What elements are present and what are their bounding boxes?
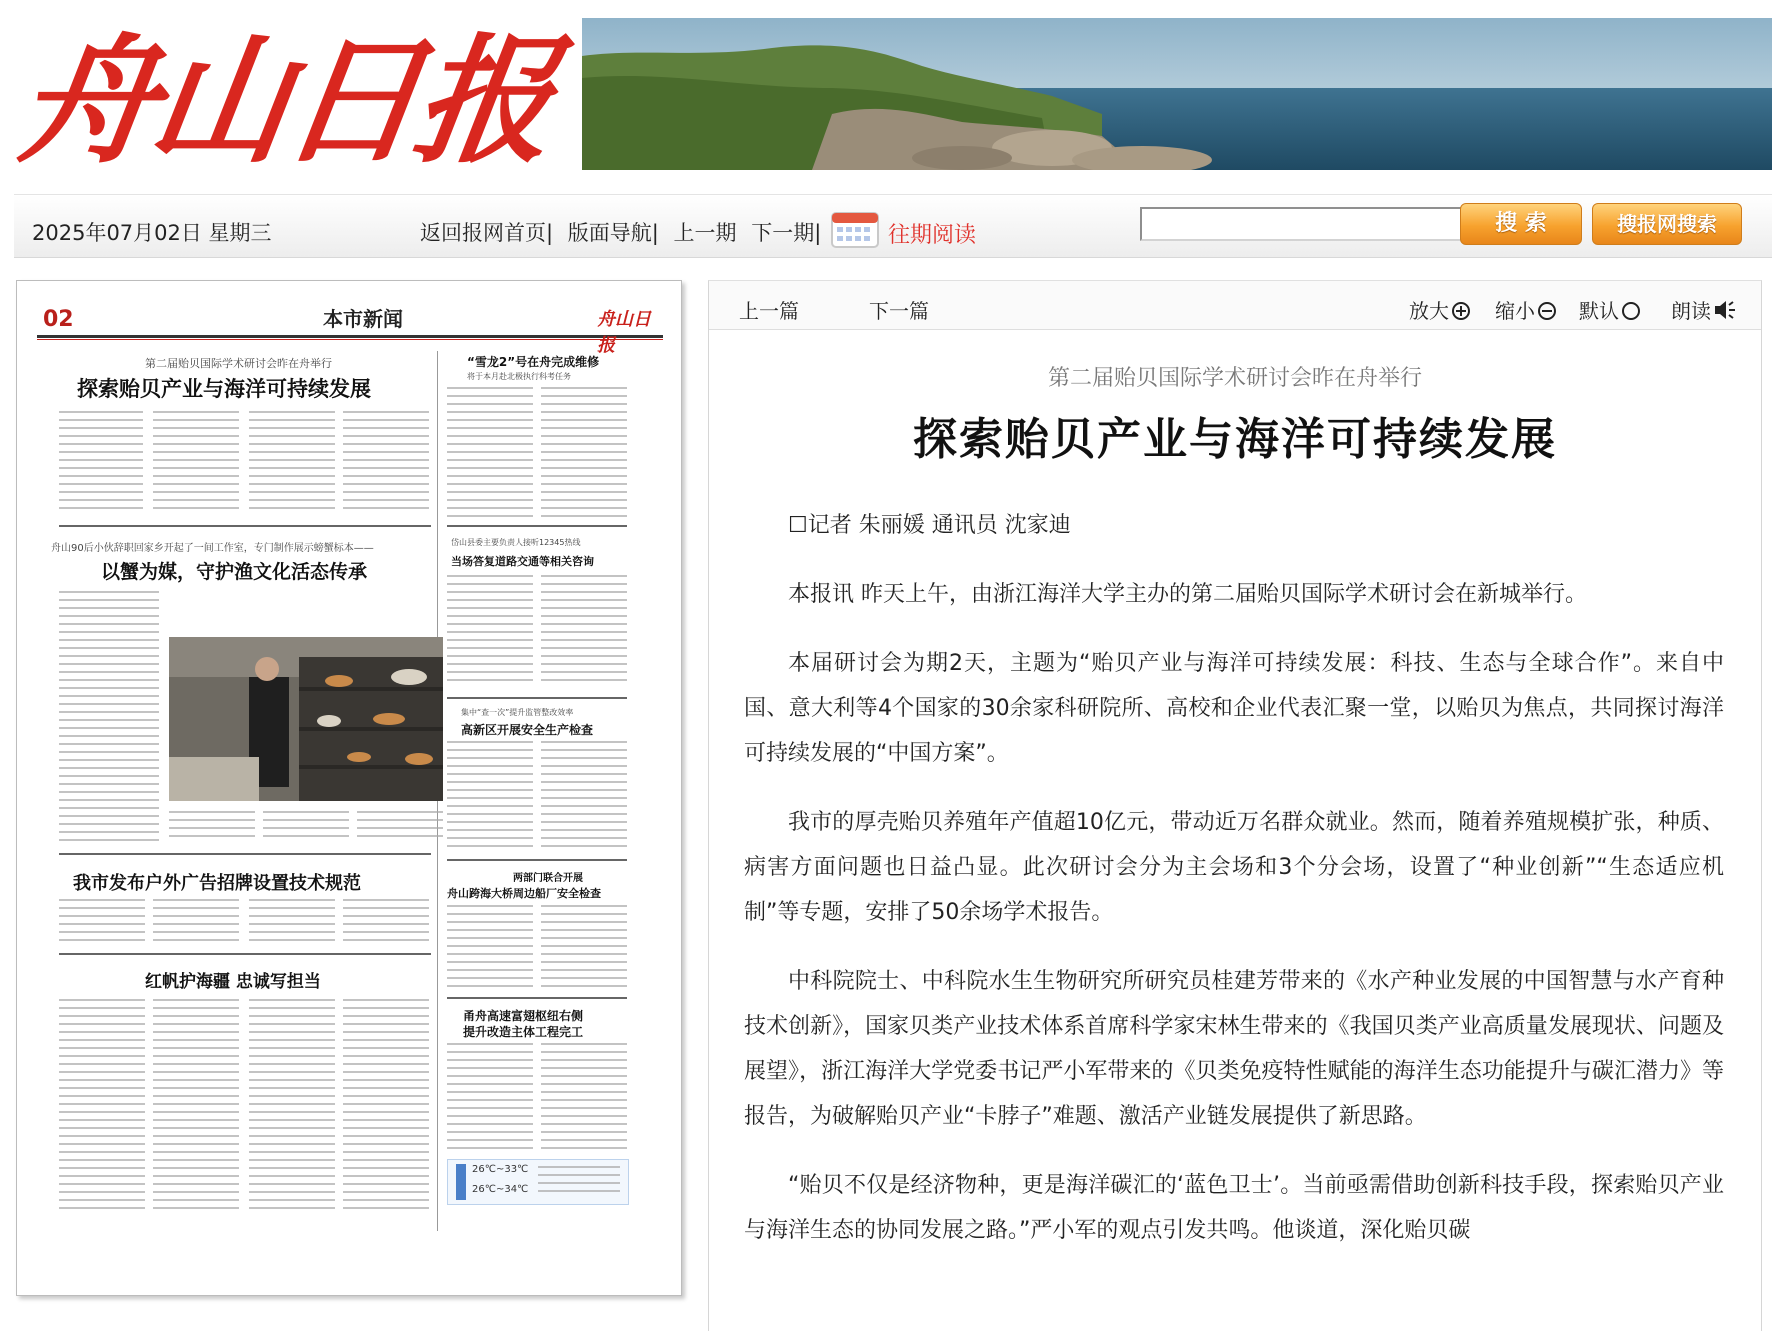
text-column: [343, 411, 429, 515]
article-paragraph: 我市的厚壳贻贝养殖年产值超10亿元，带动近万名群众就业。然而，随着养殖规模扩张，种质、病害方面问题也日益凸显。此次研讨会分为主会场和3个分会场，设置了“种业创新”“生态适应机制”等专题，安排了50余场学术报告。: [744, 810, 1724, 925]
text-column: [153, 999, 239, 1209]
zoom-in-label: 放大: [1409, 299, 1449, 323]
side-story-5-title-line2[interactable]: 提升改造主体工程完工: [463, 1025, 584, 1039]
side-story-1-title[interactable]: “雪龙2”号在舟完成维修: [467, 355, 600, 369]
logo-text: 舟山日报: [8, 19, 560, 182]
text-column: [249, 999, 335, 1209]
page-section-title: 本市新闻: [315, 303, 411, 332]
home-link[interactable]: 返回报网首页|: [420, 221, 554, 245]
text-column: [169, 811, 255, 843]
next-article-link[interactable]: 下一篇: [869, 299, 929, 323]
side-story-4-subtitle: 两部门联合开展: [513, 873, 583, 884]
text-column: [249, 899, 335, 943]
page-layout: [37, 291, 663, 1287]
side-story-5-title[interactable]: 甬舟高速富翅枢纽右侧: [463, 1009, 584, 1023]
story-2-subtitle: 舟山90后小伙辞职回家乡开起了一间工作室，专门制作展示螃蟹标本——: [51, 543, 374, 554]
weather-text: [538, 1166, 620, 1196]
plus-circle-icon: [1451, 301, 1471, 326]
text-column: [447, 575, 533, 687]
page-number: 02: [43, 307, 74, 332]
text-column: [541, 741, 627, 851]
zoom-in-button[interactable]: [1409, 295, 1471, 326]
minus-circle-icon: [1537, 301, 1557, 326]
read-aloud-button[interactable]: [1671, 295, 1737, 326]
default-size-label: 默认: [1579, 299, 1619, 323]
archive-link[interactable]: 往期阅读: [888, 223, 977, 248]
issue-date: 2025年07月02日 星期三: [32, 221, 272, 245]
lead-story-subtitle: 第二届贻贝国际学术研讨会昨在舟举行: [145, 357, 332, 370]
speaker-icon: [1713, 299, 1737, 326]
toolbar: [14, 194, 1772, 258]
side-story-3-subtitle: 集中“查一次”提升监管整改效率: [461, 708, 574, 717]
zoom-out-label: 缩小: [1495, 299, 1535, 323]
story-divider: [447, 997, 627, 999]
story-divider: [447, 525, 627, 527]
text-column: [357, 811, 443, 843]
newspaper-logo[interactable]: [8, 16, 574, 182]
weather-box: [447, 1159, 629, 1205]
article-paragraph: 本届研讨会为期2天，主题为“贻贝产业与海洋可持续发展：科技、生态与全球合作”。来自中国、意大利等4个国家的30余家科研院所、高校和企业代表汇聚一堂，以贻贝为焦点，共同探讨海洋可持续发展的“中国方案”。: [744, 651, 1724, 766]
section-nav-link[interactable]: 版面导航|: [567, 221, 659, 245]
article-paragraph: 本报讯 昨天上午，由浙江海洋大学主办的第二届贻贝国际学术研讨会在新城举行。: [788, 582, 1587, 607]
article-byline: ☐记者 朱丽媛 通讯员 沈家迪: [788, 513, 1071, 538]
page-paper-logo: 舟山日报: [597, 309, 651, 356]
story-2-photo[interactable]: [169, 637, 443, 801]
side-story-3-title[interactable]: 高新区开展安全生产检查: [461, 723, 594, 737]
side-story-2-subtitle: 岱山县委主要负责人接听12345热线: [451, 538, 581, 547]
text-column: [153, 899, 239, 943]
text-column: [447, 387, 533, 517]
text-column: [59, 591, 159, 843]
text-column: [541, 905, 627, 989]
text-column: [153, 411, 239, 515]
article-title: 探索贻贝产业与海洋可持续发展: [913, 414, 1557, 465]
text-column: [447, 905, 533, 989]
weather-tomorrow: 26℃~34℃: [472, 1184, 529, 1195]
text-column: [541, 387, 627, 517]
story-divider: [59, 953, 431, 955]
default-size-button[interactable]: [1579, 295, 1641, 326]
article-paragraph: 中科院院士、中科院水生生物研究所研究员桂建芳带来的《水产种业发展的中国智慧与水产育种技术创新》，国家贝类产业技术体系首席科学家宋林生带来的《我国贝类产业高质量发展现状、问题及展望》，浙江海洋大学党委书记严小军带来的《贝类免疫特性赋能的海洋生态功能提升与碳汇潜力》等报告，为破解贻贝产业“卡脖子”难题、激活产业链发展提供了新思路。: [744, 969, 1724, 1129]
story-4-title[interactable]: 红帆护海疆 忠诚写担当: [145, 972, 321, 992]
article-panel: [708, 280, 1762, 1331]
text-column: [541, 575, 627, 687]
search-button[interactable]: 搜 索: [1460, 203, 1582, 245]
story-3-title[interactable]: 我市发布户外广告招牌设置技术规范: [73, 873, 361, 894]
prev-article-link[interactable]: 上一篇: [739, 299, 799, 323]
side-story-4-title[interactable]: 舟山跨海大桥周边船厂安全检查: [447, 887, 601, 900]
next-issue-link[interactable]: 下一期|: [751, 221, 822, 245]
story-divider: [447, 697, 627, 699]
text-column: [447, 1043, 533, 1151]
text-column: [447, 741, 533, 851]
text-column: [343, 999, 429, 1209]
side-story-1-subtitle: 将于本月赴北极执行科考任务: [467, 372, 571, 381]
text-column: [541, 1043, 627, 1151]
side-story-2-title[interactable]: 当场答复道路交通等相关咨询: [451, 555, 594, 568]
weather-label-bar: [456, 1164, 466, 1200]
text-column: [343, 899, 429, 943]
weather-today: 26℃~33℃: [472, 1164, 529, 1175]
search-input[interactable]: [1140, 207, 1462, 241]
page-header-red-rule: [37, 339, 663, 340]
read-aloud-label: 朗读: [1671, 299, 1711, 323]
article-subtitle: 第二届贻贝国际学术研讨会昨在舟举行: [1047, 366, 1422, 391]
article-toolbar: [709, 281, 1761, 330]
story-divider: [447, 859, 627, 861]
page-header-rule: [37, 335, 663, 338]
paper-search-button[interactable]: 搜报网搜索: [1592, 203, 1742, 245]
text-column: [59, 411, 143, 515]
page-thumbnail[interactable]: [16, 280, 682, 1296]
text-column: [249, 411, 335, 515]
masthead: [8, 14, 1772, 182]
toolbar-nav: [420, 217, 829, 247]
story-2-title[interactable]: 以蟹为媒，守护渔文化活态传承: [101, 561, 368, 583]
banner-image: [582, 18, 1772, 170]
article-body: [744, 503, 1724, 1277]
text-column: [59, 999, 145, 1209]
article-paragraph: “贻贝不仅是经济物种，更是海洋碳汇的‘蓝色卫士’。当前亟需借助创新科技手段，探索贻贝产业与海洋生态的协同发展之路。”严小军的观点引发共鸣。他谈道，深化贻贝碳: [744, 1173, 1724, 1243]
text-column: [59, 899, 145, 943]
zoom-out-button[interactable]: [1495, 295, 1557, 326]
story-divider: [59, 853, 431, 855]
text-column: [263, 811, 349, 843]
calendar-icon[interactable]: [830, 209, 882, 249]
prev-issue-link[interactable]: 上一期: [673, 221, 737, 245]
circle-icon: [1621, 301, 1641, 326]
lead-story-title[interactable]: 探索贻贝产业与海洋可持续发展: [77, 377, 371, 401]
story-divider: [59, 525, 431, 527]
